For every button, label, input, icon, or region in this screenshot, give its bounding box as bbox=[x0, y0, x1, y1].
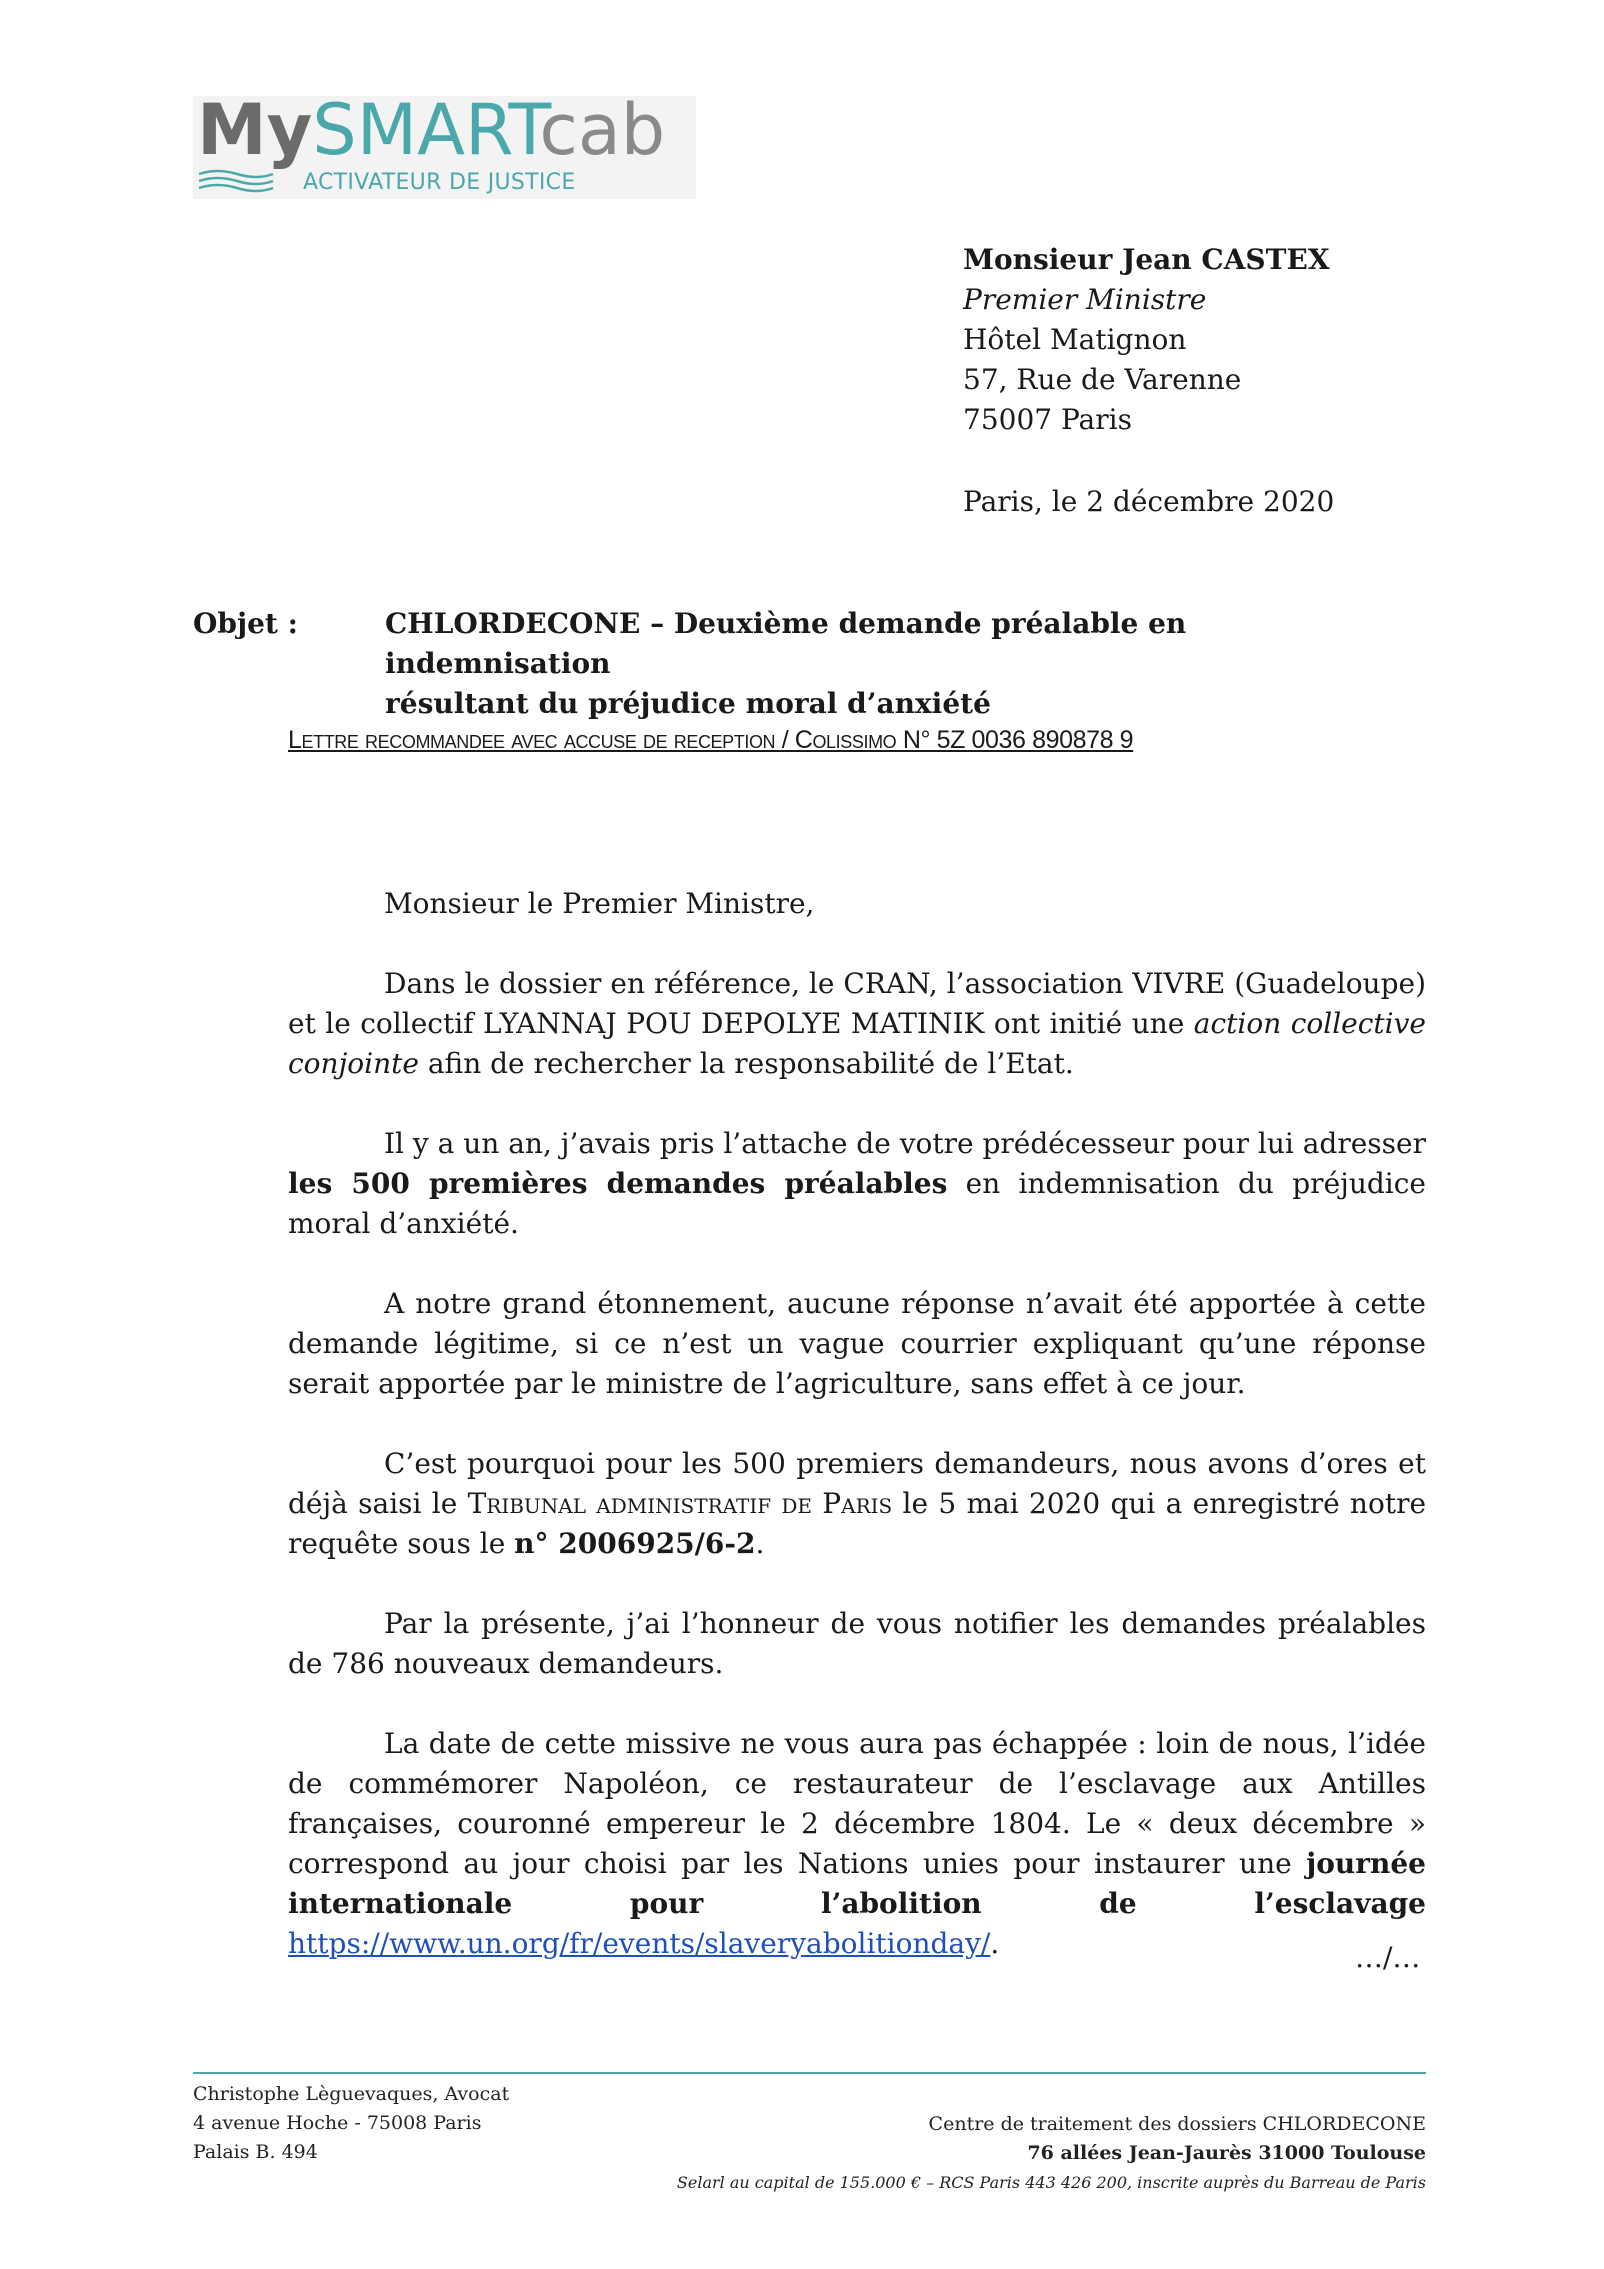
un-abolition-day-link[interactable]: https://www.un.org/fr/events/slaveryabolitionday/ bbox=[288, 1927, 991, 1960]
objet-text bbox=[385, 604, 1345, 724]
footer-center-title: Centre de traitement des dossiers CHLORDECONE bbox=[928, 2113, 1426, 2135]
recipient-street: 57, Rue de Varenne bbox=[963, 363, 1242, 396]
footer-lawyer-palais: Palais B. 494 bbox=[193, 2141, 318, 2163]
recipient-name: Monsieur Jean CASTEX bbox=[963, 243, 1330, 276]
footer-lawyer-info bbox=[193, 2080, 509, 2167]
objet-line-2: résultant du préjudice moral d’anxiété bbox=[385, 687, 991, 720]
logo-tagline: ACTIVATEUR DE JUSTICE bbox=[303, 170, 576, 195]
paragraph-3: A notre grand étonnement, aucune réponse n’avait été apportée à cette demande légitime, si ce n’est un vague courrier expliquant qu’une réponse serait apportée par le ministre de l’agriculture, sans effet à ce jour. bbox=[288, 1287, 1426, 1400]
continuation-mark: …/… bbox=[1355, 1941, 1421, 1974]
letter-body bbox=[288, 884, 1426, 2004]
footer-center-address: 76 allées Jean-Jaurès 31000 Toulouse bbox=[1027, 2142, 1426, 2164]
footer-legal-info: Selarl au capital de 155.000 € – RCS Paris 443 426 200, inscrite auprès du Barreau de Paris bbox=[676, 2173, 1426, 2192]
letter-date: Paris, le 2 décembre 2020 bbox=[963, 485, 1335, 518]
waves-icon bbox=[197, 168, 275, 194]
paragraph-1: Dans le dossier en référence, le CRAN, l’association VIVRE (Guadeloupe) et le collectif LYANNAJ POU DEPOLYE MATINIK ont initié une action collective conjointe afin de rechercher la responsabilité de l’Etat. bbox=[288, 967, 1427, 1080]
paragraph-4: C’est pourquoi pour les 500 premiers demandeurs, nous avons d’ores et déjà saisi le Tribunal administratif de Paris le 5 mai 2020 qui a enregistré notre requête sous le n° 2006925/6-2. bbox=[288, 1447, 1427, 1560]
paragraph-6: La date de cette missive ne vous aura pas échappée : loin de nous, l’idée de commémorer Napoléon, ce restaurateur de l’esclavage aux Antilles françaises, couronné empereur le 2 décembre 1804. Le « deux décembre » correspond au jour choisi par les Nations unies pour instaurer une journée internationale pour l’abolition de l’esclavage https://www.un.org/fr/events/slaveryabolitionday/. bbox=[288, 1727, 1426, 1960]
delivery-mode: Lettre recommandee avec accuse de reception / Colissimo N° 5Z 0036 890878 9 bbox=[288, 726, 1134, 754]
recipient-building: Hôtel Matignon bbox=[963, 323, 1187, 356]
paragraph-2: Il y a un an, j’avais pris l’attache de votre prédécesseur pour lui adresser les 500 premières demandes préalables en indemnisation du préjudice moral d’anxiété. bbox=[288, 1127, 1426, 1240]
objet-line-1: CHLORDECONE – Deuxième demande préalable en indemnisation bbox=[385, 607, 1187, 680]
footer-center-info bbox=[677, 2110, 1426, 2197]
logo bbox=[193, 89, 696, 199]
paragraph-5: Par la présente, j’ai l’honneur de vous notifier les demandes préalables de 786 nouveaux demandeurs. bbox=[288, 1607, 1426, 1680]
recipient-role: Premier Ministre bbox=[963, 283, 1207, 316]
recipient-city: 75007 Paris bbox=[963, 403, 1132, 436]
logo-wordmark: MySMARTcab bbox=[197, 89, 666, 171]
objet-label: Objet : bbox=[193, 607, 298, 640]
footer-lawyer-name: Christophe Lèguevaques, Avocat bbox=[193, 2083, 510, 2105]
footer-divider bbox=[193, 2072, 1426, 2074]
recipient-address bbox=[963, 240, 1330, 440]
footer-lawyer-address: 4 avenue Hoche - 75008 Paris bbox=[193, 2112, 482, 2134]
salutation: Monsieur le Premier Ministre, bbox=[384, 887, 815, 920]
